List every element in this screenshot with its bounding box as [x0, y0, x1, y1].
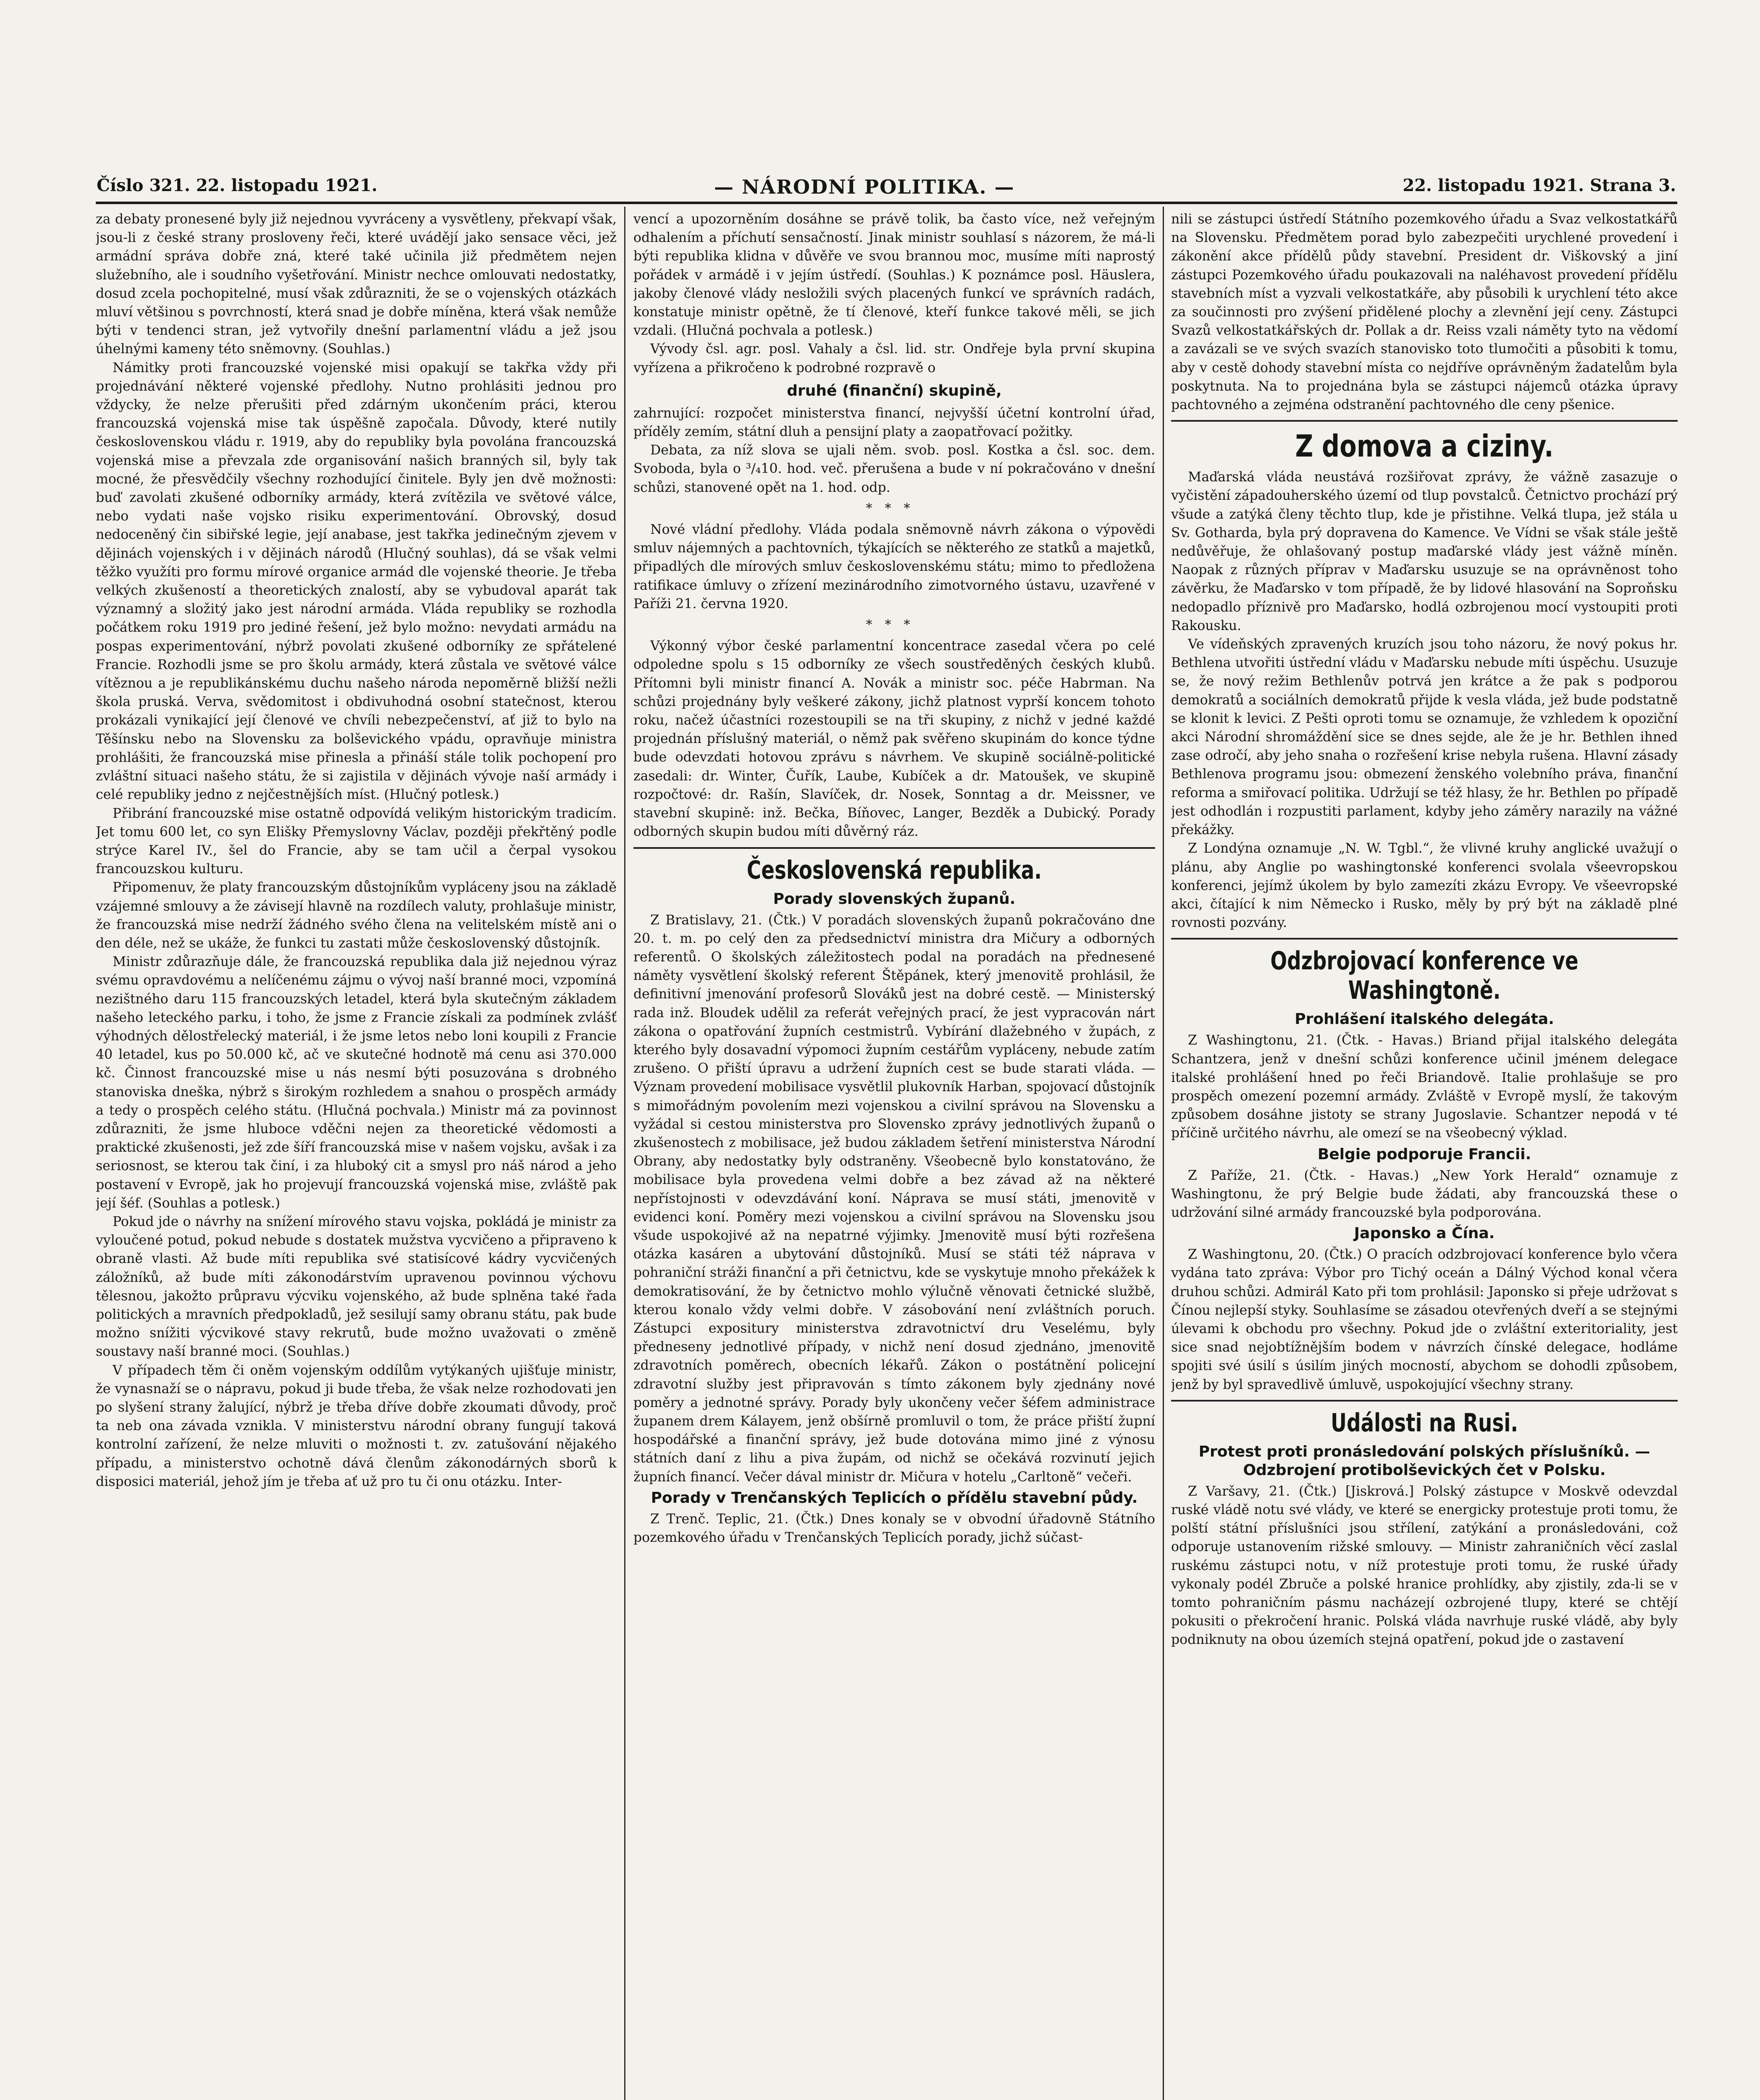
- divider: [1171, 938, 1678, 940]
- paragraph: Přibrání francouzské mise ostatně odpovídá velikým historickým tradicím. Jet tomu 600 let, co syn Elišky Přemyslovny Václav, později překřtěný podle strýce Karel IV., šel do Francie, aby se tam učil a čerpal vysokou francouzskou kulturu.: [96, 806, 617, 877]
- section-title: Československá republika.: [746, 855, 1042, 885]
- section-title: Odzbrojovací konference ve Washingtoně.: [1270, 946, 1579, 1005]
- paragraph: Vývody čsl. agr. posl. Vahaly a čsl. lid. str. Ondřeje byla první skupina vyřízena a přikročeno k podrobné rozpravě o: [633, 341, 1155, 375]
- paragraph: Ve vídeňských zpravených kruzích jsou toho názoru, že nový pokus hr. Bethlena utvořiti ústřední vládu v Maďarsku nebude míti úspěchu. Usuzuje se, že nový režim Bethlenův potrvá jen krátce a že pak s podporou demokratů a sociálních demokratů přijde k vesla vláda, jež bude podstatně se klonit k levici. Z Pešti oproti tomu se oznamuje, že vzhledem k opoziční akci Národní shromáždění sice se dnes sejde, ale že je hr. Bethlen ihned zase odročí, aby jeho snaha o rozřešení krise nebyla rušena. Hlavní zásady Bethlenova programu jsou: obmezení ženského volebního práva, finanční reforma a smiřovací politika. Udržují se též hlasy, že hr. Bethlen po případě jest odhodlán i rozpustiti parlament, kdyby jeho záměry narazily na vážné překážky.: [1171, 637, 1678, 838]
- divider: [1171, 1400, 1678, 1402]
- paragraph: Z Trenč. Teplic, 21. (Čtk.) Dnes konaly se v obvodní úřadovně Státního pozemkového úřadu v Trenčanských Teplicích porady, jichž súčast-: [633, 1511, 1155, 1545]
- paragraph: Z Paříže, 21. (Čtk. - Havas.) „New York Herald“ oznamuje z Washingtonu, že prý Belgie bude žádati, aby francouzská these o udržování silné armády francouzské byla podporována.: [1171, 1168, 1678, 1220]
- paragraph: Z Londýna oznamuje „N. W. Tgbl.“, že vlivné kruhy anglické uvažují o plánu, aby Anglie po washingtonské konferenci svolala všeevropskou konferenci, jejímž úkolem by bylo zamezíti zkázu Evropy. Ve všeevropské akci, čítající k nim Německo i Rusko, měly by prý být na základě plné rovnosti pozvány.: [1171, 841, 1678, 931]
- column-divider: [624, 207, 625, 2100]
- column-2: [633, 210, 1155, 2100]
- paragraph: vencí a upozorněním dosáhne se právě tolik, ba často více, než veřejným odhalením a příchutí sensačností. Jinak ministr souhlasí s názorem, že má-li býti republika klidna v důvěře ve svou brannou moc, musíme míti naprostý pořádek v armádě i v jejím ústředí. (Souhlas.) K poznámce posl. Häuslera, jakoby členové vlády nesložili svých placených funkcí ve správních radách, konstatuje ministr opětně, že tí členové, kteří funkce takové měli, se jich vzdali. (Hlučná pochvala a potlesk.): [633, 212, 1155, 339]
- paragraph: V případech těm či oněm vojenským oddílům vytýkaných ujišťuje ministr, že vynasnaží se o nápravu, pokud ji bude třeba, že však nelze rozhodovati jen po slyšení strany žalující, nýbrž je třeba dříve dobře zkoumati důvody, proč ta neb ona závada vznikla. V ministerstvu národní obrany fungují taková kontrolní zařízení, že nelze mluviti o možnosti t. zv. zatušování nějakého případu, a ministerstvo ochotně dává členům zákonodárných sborů k disposici materiál, jehož jím je třeba ať už pro tu či onu otázku. Inter-: [96, 1362, 617, 1489]
- date-page-number: 22. listopadu 1921. Strana 3.: [1403, 176, 1676, 195]
- column-1: [96, 210, 617, 2100]
- article-headline: Porady slovenských županů.: [773, 890, 1016, 908]
- article-headline: Japonsko a Čína.: [1354, 1225, 1495, 1242]
- paragraph: Výkonný výbor české parlamentní koncentrace zasedal včera po celé odpoledne spolu s 15 odborníky ze všech soustředěných českých klubů. Přítomni byli ministr financí A. Novák a ministr soc. péče Habrman. Na schůzi projednány byly veškeré zákony, jichž platnost vyprší koncem tohoto roku, načež účastníci rozestoupili se na tři skupiny, z nichž v jedné každé projednán příslušný materiál, o němž pak svěřeno skupinám do konce týdne bude odevzdati hotovou zprávu s návrhem. Ve skupině sociálně-politické zasedali: dr. Winter, Čuřík, Laube, Kubíček a dr. Matoušek, ve skupině rozpočtové: dr. Rašín, Slavíček, dr. Nosek, Sonntag a dr. Meissner, ve stavební skupině: inž. Bečka, Bíňovec, Langer, Bezděk a Dubický. Porady odborných skupin budou míti důvěrný ráz.: [633, 638, 1155, 840]
- paragraph: Z Bratislavy, 21. (Čtk.) V poradách slovenských županů pokračováno dne 20. t. m. po celý den za předsednictví ministra dra Mičury a odborných referentů. O školských záležitostech podal na poradách na přednesené náměty vysvětlení školský referent Štěpánek, který jmenovitě prohlásil, že definitivní jmenování profesorů Slováků jest na dobré cestě. — Ministerský rada inž. Bloudek udělil za referát veřejných prací, že jest vypracován nárt zákona o opatřování župních cestmistrů. Vybírání dlažebného v župách, z kterého byly dosavadní výpomoci župním cestářům vypláceny, nebude zatím zrušeno. O přiští úpravu a udržení župních cest se bude starati vláda. — Význam provedení mobilisace vysvětlil plukovník Harban, spojovací důstojník s mimořádným povolením mezi vojenskou a civilní správou na Slovensku a vyžádal si cestou ministerstva pro Slovensko zprávy jednotlivých županů o zkušenostech z mobilisace, jež budou základem šetření ministerstva Národní Obrany, aby nedostatky byly odstraněny. Všeobecně bylo konstatováno, že mobilisace byla provedena velmi dobře a bez závad až na některé nepřístojnosti v odevzdávání koní. Náprava se musí státi, jmenovitě v evidenci koní. Poměry mezi vojenskou a civilní správou na Slovensku jsou všude uspokojivé až na nepatrné výjimky. Jmenovitě musí býti rozřešena otázka kasáren a ubytování důstojníků. Musí se státi též náprava v pohraniční stráži finanční a při četnictvu, kde se vyskytuje mnoho překážek k demokratisování, že by četnictvo mohlo výlučně věnovati četnické službě, kterou konalo vždy velmi dobře. V zásobování není zvláštních poruch. Zástupci expositury ministerstva zdravotnictví dru Veselému, byly předneseny jednotlivé případy, v nichž není dosud zjednáno, jmenovitě zdravotních poměrech, obecních lékařů. Zákon o postátnění policejní zdravotní služby jest připravován s tímto zákonem byly zjednány nové poměry a jednotné správy. Porady byly ukončeny večer šéfem administrace županem drem Kálayem, jenž obšírně promluvil o tom, že práce přiští župní hospodářské a finanční správy, jež bude dotována mimo jiné z výnosu státních daní z lihu a piva župám, od nichž se očekává rozvinutí jejich župních financí. Večer dával ministr dr. Mičura v hotelu „Carltoně“ večeři.: [633, 912, 1155, 1485]
- paragraph: Nové vládní předlohy. Vláda podala sněmovně návrh zákona o výpovědi smluv nájemných a pachtovních, týkajících se některého ze statků a majetků, připadlých dle mírových smluv československému státu; mimo to předložena ratifikace úmluvy o zřízení mezinárodního zimotvorného ústavu, uzavřené v Paříži 21. června 1920.: [633, 522, 1155, 612]
- paragraph: Z Washingtonu, 20. (Čtk.) O pracích odzbrojovací konference bylo včera vydána tato zpráva: Výbor pro Tichý oceán a Dálný Východ konal včera druhou schůzi. Admirál Kato při tom prohlásil: Japonsko si přeje udržovat s Čínou nejlepší styky. Souhlasíme se zásadou otevřených dveří a se stejnými úlevami k obchodu pro všechny. Pokud jde o zvláštní exteritoriality, jest sice snad nejobtížnějším bodem v návrzích čínské delegace, hodláme spojiti své úsilí s úsilím jiných mocností, abychom se dohodli způsobem, jenž by byl spravedlivě úmluvě, uspokojující všechny strany.: [1171, 1247, 1678, 1392]
- paragraph: Maďarská vláda neustává rozšiřovat zprávy, že vážně zasazuje o vyčistění západouherského území od tlup povstalců. Četnictvo prochází prý všude a zatýká členy těchto tlup, kde je přistihne. Velká tlupa, jež stála u Sv. Gotharda, byla prý dopravena do Kamence. Ve Vídni se však stále ještě nedůvěřuje, že ohlašovaný postup maďarské vlády jest vážně míněn. Naopak z různých příprav v Maďarsku usuzuje se na oprávněnost toho závěrku, že Maďarsko v tom případě, že by lidové hlasování na Soproňsku nedopadlo příznivě pro Maďarsko, hodlá ozbrojenou mocí vystoupiti proti Rakousku.: [1171, 470, 1678, 633]
- paragraph: Připomenuv, že platy francouzským důstojníkům vypláceny jsou na základě vzájemné smlouvy a že závisejí hlavně na rozdílech valuty, prohlašuje ministr, že francouzská mise nedrží žádného svého člena na velitelském místě ani o den déle, než se ukáže, že funkci tu zastati může československý důstojník.: [96, 880, 617, 951]
- page-header: [97, 176, 1676, 201]
- paragraph: Námitky proti francouzské vojenské misi opakují se takřka vždy při projednávání některé vojenské předlohy. Nutno prohlásiti jednou pro vždycky, že nelze přerušiti před zdárným ukončením práci, kterou francouzská vojenská mise tak úspěšně započala. Důvody, které nutily československou vládu r. 1919, aby do republiky byla povolána francouzská vojenská mise a převzala zde organisování našich branných sil, byly tak mocné, že přesvědčily všechny rozhodující činitele. Byly jen dvě možnosti: buď zavolati zkušené odborníky armády, která zvítězila ve světové válce, nebo vydati naše vojsko risiku experimentování. Obrovský, dosud nedoceněný čin sibiřské legie, její anabase, jest takřka jedinečným zjevem v dějinách vojenských i v dějinách národů (Hlučný souhlas), dá se však velmi těžko využíti pro formu mírové organice armád dle vojenské theorie. Je třeba velkých zkušeností a theoretických znalostí, aby se vybudoval aparát tak významný a složitý jako jest národní armáda. Vláda republiky se rozhodla počátkem roku 1919 pro jediné řešení, jež bylo možno: nevydati armádu na pospas experimentování, nýbrž povolati zkušené odborníky ze spřátelené Francie. Rozhodli jsme se pro školu armády, která zůstala ve světové válce vítěznou a je republikánskému duchu našeho národa nepoměrně bližší nežli škola pruská. Verva, svědomitost i obdivuhodná osobní statečnost, kterou prokázali vynikající její členové ve chvíli nebezpečenství, ať již to bylo na Těšínsku nebo na Slovensku za bolševického vpádu, opravňuje ministra prohlášiti, že francouzská mise přinesla a přináší stále tolik pochopení pro zvláštní situaci našeho státu, že si zajistila v dějinách vývoje naší armády i celé republiky jedno z nejčestnějších míst. (Hlučný potlesk.): [96, 360, 617, 803]
- section-title: Z domova a ciziny.: [1295, 428, 1554, 464]
- masthead-title: — NÁRODNÍ POLITIKA. —: [714, 176, 1015, 198]
- section-heading: druhé (finanční) skupině,: [787, 382, 1002, 399]
- column-divider: [1163, 207, 1164, 2100]
- paragraph: Z Varšavy, 21. (Čtk.) [Jiskrová.] Polský zástupce v Moskvě odevzdal ruské vládě notu své vlády, ve které se energicky protestuje proti tomu, že polští státní příslušníci jsou střílení, zatýkání a pronásledováni, což odporuje ustanovením rižské smlouvy. — Ministr zahraničních věcí zaslal ruskému zástupci notu, v níž protestuje proti tomu, že ruské úřady vykonaly podél Zbruče a polské hranice prohlídky, aby zjistily, zda-li se v tomto pohraničním pásmu nacházejí ozbrojené tlupy, které se chtějí pokusiti o překročení hranic. Polská vláda navrhuje ruské vládě, aby byly podniknuty na obou územích stejná opatření, pokud jde o zastavení: [1171, 1483, 1678, 1648]
- paragraph: za debaty pronesené byly již nejednou vyvráceny a vysvětleny, překvapí však, jsou-li z české strany prosloveny řeči, které uvádějí jako sensace věci, jež armádní správa dobře zná, které také učinila již předmětem nejen služebního, ale i soudního vyšetřování. Ministr nechce omlouvati nedostatky, dosud zcela pochopitelné, musí však zdůrazniti, že se o vojenských otázkách mluví většinou s povrchností, která snad je dobře míněna, která však nemůže býti v tendenci stran, jež vytvořily dnešní parlamentní vládu a jež jsou úhelnými kameny této sněmovny. (Souhlas.): [96, 212, 617, 357]
- article-headline: Prohlášení italského delegáta.: [1295, 1011, 1554, 1028]
- divider: [633, 847, 1155, 849]
- separator-stars: ***: [866, 501, 923, 516]
- article-headline: Belgie podporuje Francii.: [1317, 1145, 1531, 1163]
- header-rule: [96, 202, 1677, 204]
- paragraph: Ministr zdůrazňuje dále, že francouzská republika dala již nejednou výraz svému opravdovému a nelíčenému zájmu o vývoj naší branné moci, vzpomíná nezištného daru 115 francouzských letadel, která byla skutečným základem našeho leteckého parku, i toho, že jsme z Francie získali za podmínek zvlášť výhodných dělostřelecký materiál, i že jsme letos nebo loni koupili z Francie 40 letadel, kus po 50.000 kč, ač ve skutečné hodnotě má cenu asi 370.000 kč. Činnost francouzské mise u nás nesmí býti posuzována s drobného stanoviska dneška, nýbrž s širokým rozhledem a snahou o prospěch armády a tedy o prospěch celého státu. (Hlučná pochvala.) Ministr má za povinnost zdůrazniti, že jsme hluboce vděčni nejen za theoretické vědomosti a praktické zkušenosti, jež zde šíří francouzská mise v našem vojsku, avšak i za seriosnost, se kterou tak činí, i za hluboký cit a smysl pro náš národ a jeho postavení v Evropě, jak ho projevují francouzská vojenská mise, zvláště pak její šéf. (Souhlas a potlesk.): [96, 954, 617, 1211]
- section-title: Události na Rusi.: [1330, 1408, 1518, 1438]
- column-3: [1171, 210, 1678, 2100]
- paragraph: Z Washingtonu, 21. (Čtk. - Havas.) Briand přijal italského delegáta Schantzera, jenž v dnešní schůzi konference učinil jménem delegace italské prohlášení hned po řeči Briandově. Italie prohlašuje se pro prospěch omezení pozemní armády. Zvláště v Evropě myslí, že takovým způsobem dosáhne jistoty se strany Jugoslavie. Schantzer nepodá v té příčině určitého návrhu, ale omezí se na všeobecný výklad.: [1171, 1033, 1678, 1141]
- paragraph: Pokud jde o návrhy na snížení mírového stavu vojska, pokládá je ministr za vyloučené potud, pokud nebude s dostatek mužstva vycvičeno a připraveno k obraně vlasti. Až bude míti republika své statisícové kádry vycvičených záložníků, až bude míti zákonodárstvím upravenou povinnou výchovu tělesnou, jakožto průpravu výcviku vojenského, až bude splněna také řada politických a mravních předpokladů, jež sesilují samy obranu státu, pak bude možno snížiti výcvikové stavy rekrutů, bude možno uvažovati o změně soustavy naší branné moci. (Souhlas.): [96, 1214, 617, 1360]
- paragraph: nili se zástupci ústředí Státního pozemkového úřadu a Svaz velkostatkářů na Slovensku. Předmětem porad bylo zabezpečiti urychlené provedení i zákonění akce přídělů půdy stavební. President dr. Viškovský a jiní zástupci Pozemkového úřadu poukazovali na naléhavost provedení přídělu stavebních míst a vyzvali velkostatkáře, aby působili k urychlení této akce za součinnosti pro zvýšení přidělené plochy a zlevnění její ceny. Zástupci Svazů velkostatkářských dr. Pollak a dr. Reiss vzali náměty tyto na vědomí a zavázali se ve svých svazích stanovisko toto tlumočiti a působiti k tomu, aby v cestě dohody stavební místa co nejdříve oprávněným žadatelům byla poskytnuta. Na to projednána byla se zástupci nájemců otázka úpravy pachtovného a zejména odstranění pachtovného dle ceny pšenice.: [1171, 212, 1678, 413]
- issue-number: Číslo 321. 22. listopadu 1921.: [97, 176, 378, 195]
- article-headline: Protest proti pronásledování polských příslušníků. — Odzbrojení protibolševických čet v Polsku.: [1198, 1443, 1650, 1479]
- divider: [1171, 420, 1678, 422]
- article-headline: Porady v Trenčanských Teplicích o přídělu stavební půdy.: [651, 1489, 1138, 1507]
- paragraph: zahrnující: rozpočet ministerstva financí, nejvyšší účetní kontrolní úřad, příděly zemím, státní dluh a pensijní platy a zaopatřovací požitky.: [633, 405, 1155, 440]
- separator-stars: ***: [866, 617, 923, 633]
- paragraph: Debata, za níž slova se ujali něm. svob. posl. Kostka a čsl. soc. dem. Svoboda, byla o ³/₄10. hod. več. přerušena a bude v ní pokračováno v dnešní schůzi, stanovené opět na 1. hod. odp.: [633, 443, 1155, 495]
